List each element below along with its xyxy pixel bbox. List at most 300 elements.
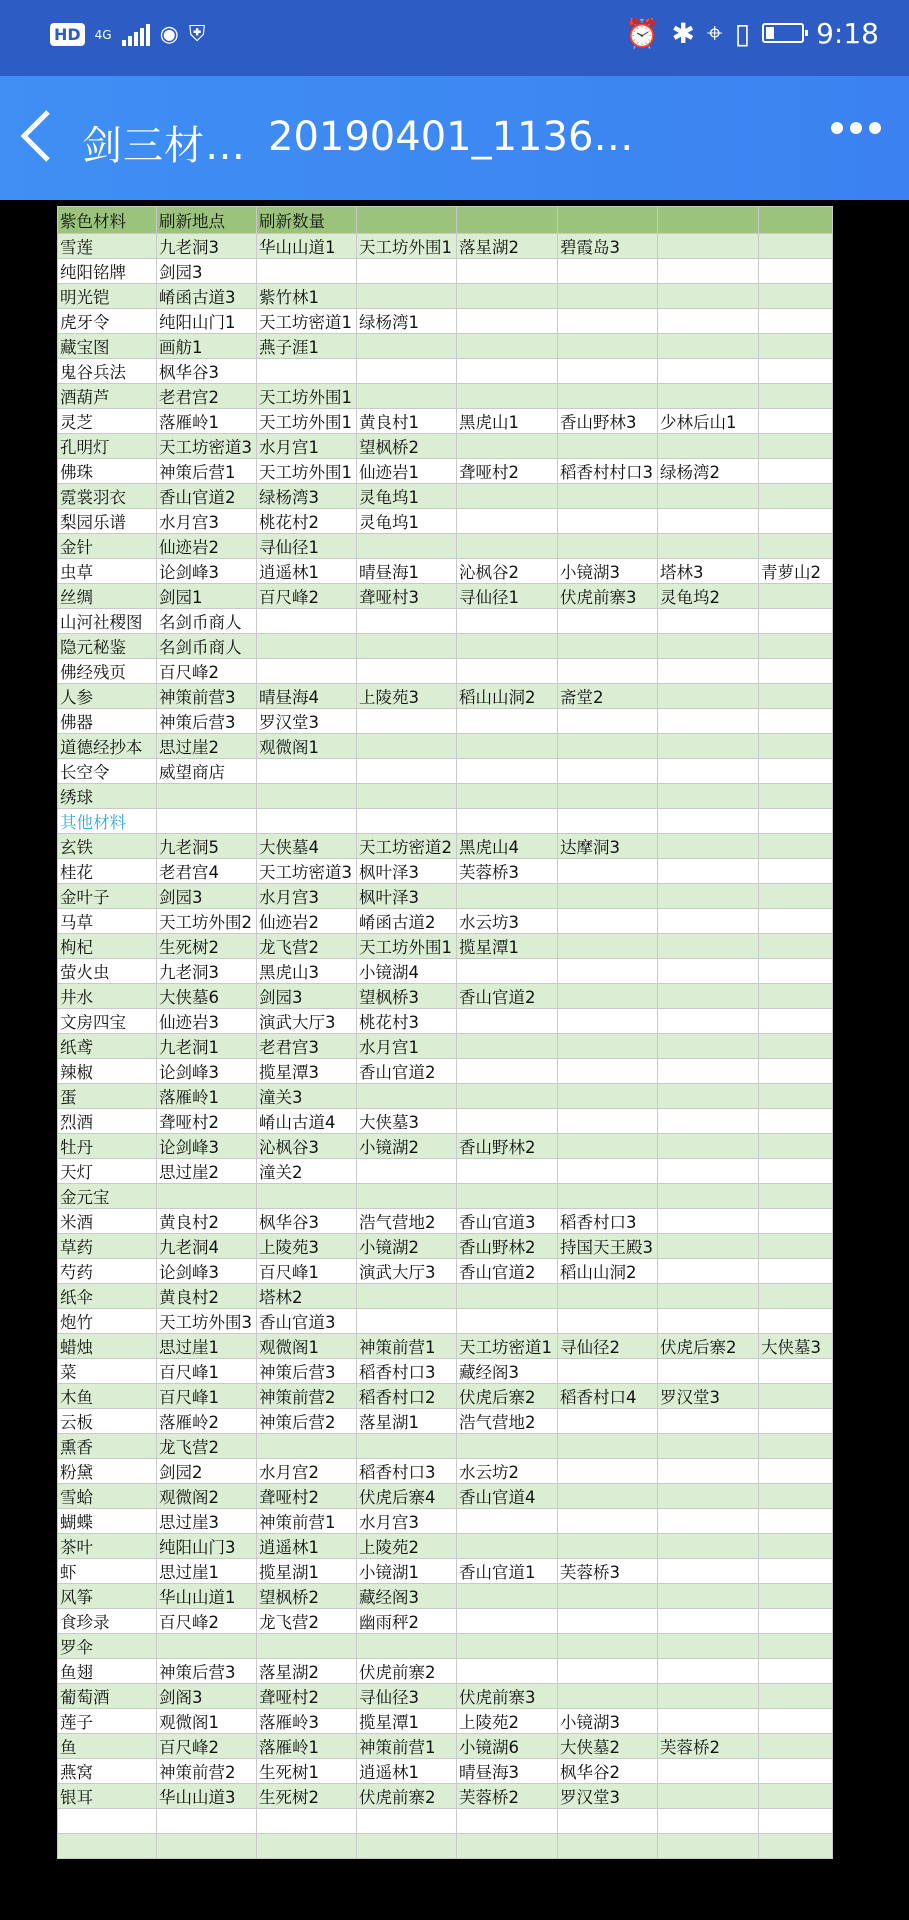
table-cell[interactable]: 丝绸 [58, 584, 157, 609]
table-cell[interactable]: 天工坊密道3 [257, 859, 357, 884]
table-cell[interactable] [658, 1534, 759, 1559]
table-cell[interactable]: 塔林2 [257, 1284, 357, 1309]
table-cell[interactable]: 纸伞 [58, 1284, 157, 1309]
table-cell[interactable]: 演武大厅3 [357, 1259, 457, 1284]
table-cell[interactable] [658, 1359, 759, 1384]
table-cell[interactable] [759, 1684, 833, 1709]
table-cell[interactable]: 藏宝图 [58, 334, 157, 359]
table-cell[interactable] [658, 1809, 759, 1834]
table-cell[interactable]: 银耳 [58, 1784, 157, 1809]
table-cell[interactable]: 黑虎山3 [257, 959, 357, 984]
table-cell[interactable]: 小镜湖3 [558, 1709, 658, 1734]
table-cell[interactable]: 演武大厅3 [257, 1009, 357, 1034]
table-cell[interactable] [558, 884, 658, 909]
table-cell[interactable]: 玄铁 [58, 834, 157, 859]
table-cell[interactable] [558, 1609, 658, 1634]
table-cell[interactable] [357, 734, 457, 759]
table-cell[interactable]: 上陵苑3 [257, 1234, 357, 1259]
table-cell[interactable] [558, 1159, 658, 1184]
table-cell[interactable]: 伏虎后寨4 [357, 1484, 457, 1509]
table-cell[interactable] [558, 759, 658, 784]
table-cell[interactable]: 落雁岭1 [257, 1734, 357, 1759]
table-cell[interactable] [257, 659, 357, 684]
header-cell[interactable]: 刷新地点 [157, 207, 257, 234]
table-cell[interactable]: 绿杨湾1 [357, 309, 457, 334]
table-cell[interactable] [357, 1159, 457, 1184]
table-cell[interactable] [257, 1184, 357, 1209]
table-cell[interactable] [759, 584, 833, 609]
table-cell[interactable] [457, 1809, 558, 1834]
table-cell[interactable]: 聋哑村2 [157, 1109, 257, 1134]
table-cell[interactable] [558, 709, 658, 734]
table-cell[interactable]: 熏香 [58, 1434, 157, 1459]
table-cell[interactable] [759, 634, 833, 659]
table-cell[interactable]: 揽星潭3 [257, 1059, 357, 1084]
table-cell[interactable]: 剑阁3 [157, 1684, 257, 1709]
table-cell[interactable]: 大侠墓4 [257, 834, 357, 859]
table-cell[interactable] [457, 1834, 558, 1859]
table-cell[interactable] [457, 784, 558, 809]
table-cell[interactable]: 燕窝 [58, 1759, 157, 1784]
table-cell[interactable] [457, 259, 558, 284]
table-cell[interactable]: 萤火虫 [58, 959, 157, 984]
table-cell[interactable] [357, 1184, 457, 1209]
table-cell[interactable]: 佛经残页 [58, 659, 157, 684]
table-cell[interactable] [658, 834, 759, 859]
table-cell[interactable]: 聋哑村2 [257, 1484, 357, 1509]
table-cell[interactable] [457, 1584, 558, 1609]
table-cell[interactable]: 天工坊外围2 [157, 909, 257, 934]
table-cell[interactable] [658, 1009, 759, 1034]
table-cell[interactable]: 芙蓉桥3 [558, 1559, 658, 1584]
table-cell[interactable] [658, 1434, 759, 1459]
table-cell[interactable]: 孔明灯 [58, 434, 157, 459]
table-cell[interactable] [157, 784, 257, 809]
table-cell[interactable]: 鬼谷兵法 [58, 359, 157, 384]
table-cell[interactable] [658, 959, 759, 984]
table-cell[interactable] [357, 534, 457, 559]
table-cell[interactable] [558, 534, 658, 559]
table-cell[interactable] [257, 1434, 357, 1459]
table-cell[interactable] [759, 1634, 833, 1659]
table-cell[interactable]: 水月宫2 [257, 1459, 357, 1484]
table-cell[interactable]: 达摩洞3 [558, 834, 658, 859]
table-cell[interactable] [357, 809, 457, 834]
table-cell[interactable]: 神策前营1 [357, 1734, 457, 1759]
table-cell[interactable]: 剑园3 [157, 259, 257, 284]
table-cell[interactable] [157, 809, 257, 834]
table-cell[interactable] [457, 359, 558, 384]
table-cell[interactable] [457, 509, 558, 534]
table-cell[interactable]: 罗汉堂3 [558, 1784, 658, 1809]
table-cell[interactable]: 伏虎前寨3 [457, 1684, 558, 1709]
table-cell[interactable] [457, 959, 558, 984]
table-cell[interactable] [558, 809, 658, 834]
table-cell[interactable] [759, 1409, 833, 1434]
table-cell[interactable]: 稻香村口3 [558, 1209, 658, 1234]
table-cell[interactable] [457, 1034, 558, 1059]
table-cell[interactable] [658, 1834, 759, 1859]
table-cell[interactable]: 隐元秘鉴 [58, 634, 157, 659]
table-cell[interactable]: 粉黛 [58, 1459, 157, 1484]
table-cell[interactable] [759, 1134, 833, 1159]
table-cell[interactable] [457, 809, 558, 834]
table-cell[interactable] [759, 1309, 833, 1334]
table-cell[interactable]: 香山野林2 [457, 1134, 558, 1159]
table-cell[interactable]: 紫竹林1 [257, 284, 357, 309]
table-cell[interactable]: 绣球 [58, 784, 157, 809]
table-cell[interactable] [457, 1634, 558, 1659]
table-cell[interactable] [558, 1534, 658, 1559]
table-cell[interactable]: 水云坊2 [457, 1459, 558, 1484]
table-cell[interactable] [558, 909, 658, 934]
table-cell[interactable]: 神策前营1 [257, 1509, 357, 1534]
table-cell[interactable]: 枫叶泽3 [357, 859, 457, 884]
table-cell[interactable] [457, 634, 558, 659]
table-cell[interactable]: 蜡烛 [58, 1334, 157, 1359]
table-cell[interactable]: 望枫桥2 [357, 434, 457, 459]
table-cell[interactable]: 生死树2 [157, 934, 257, 959]
table-cell[interactable] [558, 1359, 658, 1384]
table-cell[interactable]: 黄良村2 [157, 1209, 257, 1234]
table-cell[interactable] [658, 1484, 759, 1509]
table-cell[interactable] [759, 1059, 833, 1084]
table-cell[interactable]: 芙蓉桥2 [457, 1784, 558, 1809]
table-cell[interactable]: 落雁岭3 [257, 1709, 357, 1734]
table-cell[interactable]: 小镜湖2 [357, 1134, 457, 1159]
table-cell[interactable] [658, 384, 759, 409]
table-cell[interactable]: 黄良村2 [157, 1284, 257, 1309]
table-cell[interactable] [759, 1109, 833, 1134]
table-cell[interactable] [257, 609, 357, 634]
header-cell[interactable]: 刷新数量 [257, 207, 357, 234]
table-cell[interactable] [658, 984, 759, 1009]
table-cell[interactable] [658, 1234, 759, 1259]
table-cell[interactable]: 香山野林3 [558, 409, 658, 434]
table-cell[interactable] [759, 234, 833, 259]
table-cell[interactable]: 天工坊外围1 [357, 234, 457, 259]
table-cell[interactable] [357, 1284, 457, 1309]
table-cell[interactable] [558, 1009, 658, 1034]
table-cell[interactable] [658, 1634, 759, 1659]
table-cell[interactable]: 莲子 [58, 1709, 157, 1734]
table-cell[interactable]: 论剑峰3 [157, 1059, 257, 1084]
table-cell[interactable]: 枫华谷2 [558, 1759, 658, 1784]
table-cell[interactable]: 落雁岭2 [157, 1409, 257, 1434]
table-cell[interactable]: 罗伞 [58, 1634, 157, 1659]
table-cell[interactable]: 稻香村村口3 [558, 459, 658, 484]
table-cell[interactable]: 灵龟坞1 [357, 509, 457, 534]
table-cell[interactable] [558, 959, 658, 984]
table-cell[interactable] [558, 659, 658, 684]
table-cell[interactable]: 天灯 [58, 1159, 157, 1184]
table-cell[interactable] [759, 684, 833, 709]
table-cell[interactable] [357, 1834, 457, 1859]
table-cell[interactable]: 九老洞4 [157, 1234, 257, 1259]
table-cell[interactable]: 揽星湖1 [257, 1559, 357, 1584]
table-cell[interactable]: 罗汉堂3 [257, 709, 357, 734]
table-cell[interactable]: 潼关2 [257, 1159, 357, 1184]
table-cell[interactable] [457, 1659, 558, 1684]
table-cell[interactable] [558, 1059, 658, 1084]
table-cell[interactable] [658, 359, 759, 384]
table-cell[interactable] [658, 309, 759, 334]
table-cell[interactable]: 明光铠 [58, 284, 157, 309]
table-cell[interactable]: 天工坊外围1 [257, 384, 357, 409]
table-cell[interactable]: 罗汉堂3 [658, 1384, 759, 1409]
table-cell[interactable] [357, 634, 457, 659]
table-cell[interactable]: 炮竹 [58, 1309, 157, 1334]
table-cell[interactable] [759, 1734, 833, 1759]
table-cell[interactable] [658, 709, 759, 734]
table-cell[interactable]: 纯阳山门3 [157, 1534, 257, 1559]
table-cell[interactable] [558, 1309, 658, 1334]
table-cell[interactable] [658, 609, 759, 634]
table-cell[interactable]: 剑园3 [257, 984, 357, 1009]
table-cell[interactable]: 天工坊外围3 [157, 1309, 257, 1334]
table-cell[interactable] [759, 334, 833, 359]
table-cell[interactable]: 绿杨湾2 [658, 459, 759, 484]
table-cell[interactable] [759, 1834, 833, 1859]
table-cell[interactable] [759, 484, 833, 509]
table-cell[interactable]: 少林后山1 [658, 409, 759, 434]
table-cell[interactable] [759, 909, 833, 934]
table-cell[interactable] [759, 984, 833, 1009]
table-cell[interactable]: 百尺峰1 [157, 1359, 257, 1384]
table-cell[interactable]: 思过崖1 [157, 1334, 257, 1359]
table-cell[interactable]: 香山官道4 [457, 1484, 558, 1509]
table-cell[interactable]: 天工坊密道3 [157, 434, 257, 459]
table-cell[interactable]: 桂花 [58, 859, 157, 884]
table-cell[interactable] [658, 259, 759, 284]
table-cell[interactable]: 芍药 [58, 1259, 157, 1284]
table-cell[interactable] [457, 734, 558, 759]
table-cell[interactable] [357, 1434, 457, 1459]
table-cell[interactable] [658, 1459, 759, 1484]
table-cell[interactable] [658, 1659, 759, 1684]
table-cell[interactable] [457, 309, 558, 334]
table-cell[interactable]: 名剑币商人 [157, 634, 257, 659]
table-cell[interactable]: 绿杨湾3 [257, 484, 357, 509]
table-cell[interactable] [759, 709, 833, 734]
table-cell[interactable]: 梨园乐谱 [58, 509, 157, 534]
table-cell[interactable]: 虎牙令 [58, 309, 157, 334]
table-cell[interactable] [759, 1434, 833, 1459]
table-cell[interactable] [558, 284, 658, 309]
table-cell[interactable] [457, 434, 558, 459]
table-cell[interactable] [759, 609, 833, 634]
table-cell[interactable]: 小镜湖4 [357, 959, 457, 984]
table-cell[interactable] [558, 1484, 658, 1509]
table-cell[interactable]: 潼关3 [257, 1084, 357, 1109]
table-cell[interactable]: 小镜湖1 [357, 1559, 457, 1584]
table-cell[interactable]: 井水 [58, 984, 157, 1009]
table-cell[interactable] [658, 1184, 759, 1209]
table-cell[interactable] [558, 1134, 658, 1159]
table-cell[interactable] [759, 1709, 833, 1734]
table-cell[interactable] [759, 384, 833, 409]
table-cell[interactable] [357, 284, 457, 309]
table-cell[interactable] [558, 1109, 658, 1134]
table-cell[interactable] [658, 784, 759, 809]
table-cell[interactable] [257, 259, 357, 284]
table-cell[interactable] [658, 884, 759, 909]
table-cell[interactable] [558, 609, 658, 634]
table-cell[interactable]: 葡萄酒 [58, 1684, 157, 1709]
table-cell[interactable]: 百尺峰2 [157, 1609, 257, 1634]
table-cell[interactable]: 仙迹岩2 [157, 534, 257, 559]
table-cell[interactable] [759, 1159, 833, 1184]
table-cell[interactable]: 百尺峰2 [157, 659, 257, 684]
table-cell[interactable] [759, 1559, 833, 1584]
table-cell[interactable] [759, 934, 833, 959]
table-cell[interactable]: 名剑币商人 [157, 609, 257, 634]
table-cell[interactable] [357, 1809, 457, 1834]
table-cell[interactable] [357, 784, 457, 809]
table-cell[interactable]: 神策前营2 [257, 1384, 357, 1409]
table-cell[interactable] [658, 484, 759, 509]
table-cell[interactable]: 神策后营1 [157, 459, 257, 484]
table-cell[interactable]: 稻香村口3 [357, 1359, 457, 1384]
table-cell[interactable] [658, 859, 759, 884]
table-cell[interactable] [658, 1084, 759, 1109]
table-cell[interactable]: 神策后营2 [257, 1409, 357, 1434]
table-cell[interactable]: 思过崖1 [157, 1559, 257, 1584]
table-cell[interactable] [58, 1834, 157, 1859]
table-cell[interactable]: 落星湖2 [457, 234, 558, 259]
table-cell[interactable]: 大侠墓3 [357, 1109, 457, 1134]
table-cell[interactable]: 金元宝 [58, 1184, 157, 1209]
table-cell[interactable] [759, 1359, 833, 1384]
table-cell[interactable] [759, 1484, 833, 1509]
table-cell[interactable] [759, 1809, 833, 1834]
table-cell[interactable]: 神策前营2 [157, 1759, 257, 1784]
table-cell[interactable] [759, 1609, 833, 1634]
table-cell[interactable]: 寻仙径1 [257, 534, 357, 559]
table-cell[interactable] [257, 359, 357, 384]
table-cell[interactable]: 剑园2 [157, 1459, 257, 1484]
table-cell[interactable] [759, 1084, 833, 1109]
table-cell[interactable] [759, 459, 833, 484]
table-cell[interactable] [558, 1684, 658, 1709]
table-cell[interactable] [558, 1184, 658, 1209]
table-cell[interactable]: 持国天王殿3 [558, 1234, 658, 1259]
table-cell[interactable] [658, 1059, 759, 1084]
table-cell[interactable]: 华山山道1 [257, 234, 357, 259]
table-cell[interactable]: 小镜湖3 [558, 559, 658, 584]
table-cell[interactable]: 人参 [58, 684, 157, 709]
table-cell[interactable]: 伏虎前寨3 [558, 584, 658, 609]
table-cell[interactable] [357, 1084, 457, 1109]
table-cell[interactable] [658, 1109, 759, 1134]
table-cell[interactable]: 雪蛤 [58, 1484, 157, 1509]
table-cell[interactable]: 九老洞1 [157, 1034, 257, 1059]
table-cell[interactable]: 老君宫4 [157, 859, 257, 884]
table-cell[interactable]: 大侠墓6 [157, 984, 257, 1009]
table-cell[interactable] [357, 759, 457, 784]
table-cell[interactable] [759, 659, 833, 684]
table-cell[interactable] [558, 784, 658, 809]
table-cell[interactable]: 浩气营地2 [457, 1409, 558, 1434]
table-cell[interactable]: 逍遥林1 [257, 1534, 357, 1559]
table-cell[interactable] [558, 1434, 658, 1459]
table-cell[interactable] [658, 1709, 759, 1734]
table-cell[interactable] [357, 659, 457, 684]
table-cell[interactable] [558, 1084, 658, 1109]
table-cell[interactable] [457, 1009, 558, 1034]
table-cell[interactable]: 辣椒 [58, 1059, 157, 1084]
table-cell[interactable]: 雪莲 [58, 234, 157, 259]
table-cell[interactable] [357, 384, 457, 409]
table-cell[interactable]: 米酒 [58, 1209, 157, 1234]
table-cell[interactable] [558, 934, 658, 959]
table-cell[interactable]: 水月宫3 [157, 509, 257, 534]
table-cell[interactable] [759, 1659, 833, 1684]
table-cell[interactable] [558, 859, 658, 884]
table-cell[interactable]: 水云坊3 [457, 909, 558, 934]
table-cell[interactable]: 龙飞营2 [157, 1434, 257, 1459]
table-cell[interactable] [457, 284, 558, 309]
table-cell[interactable] [357, 259, 457, 284]
table-cell[interactable]: 佛珠 [58, 459, 157, 484]
table-cell[interactable]: 逍遥林1 [357, 1759, 457, 1784]
table-cell[interactable]: 木鱼 [58, 1384, 157, 1409]
table-cell[interactable] [558, 734, 658, 759]
table-cell[interactable] [457, 1084, 558, 1109]
table-cell[interactable]: 桃花村3 [357, 1009, 457, 1034]
table-cell[interactable] [457, 609, 558, 634]
table-cell[interactable]: 浩气营地2 [357, 1209, 457, 1234]
table-cell[interactable]: 香山野林2 [457, 1234, 558, 1259]
table-cell[interactable]: 枫华谷3 [257, 1209, 357, 1234]
table-cell[interactable] [357, 1309, 457, 1334]
table-cell[interactable] [357, 359, 457, 384]
table-cell[interactable] [759, 784, 833, 809]
table-cell[interactable]: 龙飞营2 [257, 1609, 357, 1634]
table-cell[interactable]: 崤山古道4 [257, 1109, 357, 1134]
table-cell[interactable]: 稻香村口4 [558, 1384, 658, 1409]
table-cell[interactable]: 稻山山洞2 [457, 684, 558, 709]
table-cell[interactable] [457, 1184, 558, 1209]
table-cell[interactable]: 画舫1 [157, 334, 257, 359]
header-cell[interactable]: 紫色材料 [58, 207, 157, 234]
table-cell[interactable] [558, 1459, 658, 1484]
table-cell[interactable]: 思过崖2 [157, 734, 257, 759]
table-cell[interactable]: 稻香村口2 [357, 1384, 457, 1409]
table-cell[interactable]: 老君宫3 [257, 1034, 357, 1059]
table-cell[interactable] [658, 1409, 759, 1434]
table-cell[interactable] [658, 934, 759, 959]
table-cell[interactable]: 崤函古道2 [357, 909, 457, 934]
table-cell[interactable]: 长空令 [58, 759, 157, 784]
table-cell[interactable]: 斋堂2 [558, 684, 658, 709]
table-cell[interactable]: 神策前营3 [157, 684, 257, 709]
table-cell[interactable]: 伏虎后寨2 [457, 1384, 558, 1409]
table-cell[interactable] [759, 1584, 833, 1609]
table-cell[interactable] [558, 509, 658, 534]
table-cell[interactable] [558, 1584, 658, 1609]
table-cell[interactable]: 天工坊密道1 [257, 309, 357, 334]
table-cell[interactable]: 聋哑村3 [357, 584, 457, 609]
table-cell[interactable] [658, 1509, 759, 1534]
table-cell[interactable]: 塔林3 [658, 559, 759, 584]
table-cell[interactable] [759, 1009, 833, 1034]
table-cell[interactable]: 草药 [58, 1234, 157, 1259]
table-cell[interactable]: 水月宫1 [257, 434, 357, 459]
table-cell[interactable]: 幽雨秤2 [357, 1609, 457, 1634]
table-cell[interactable] [759, 534, 833, 559]
table-cell[interactable]: 香山官道2 [157, 484, 257, 509]
